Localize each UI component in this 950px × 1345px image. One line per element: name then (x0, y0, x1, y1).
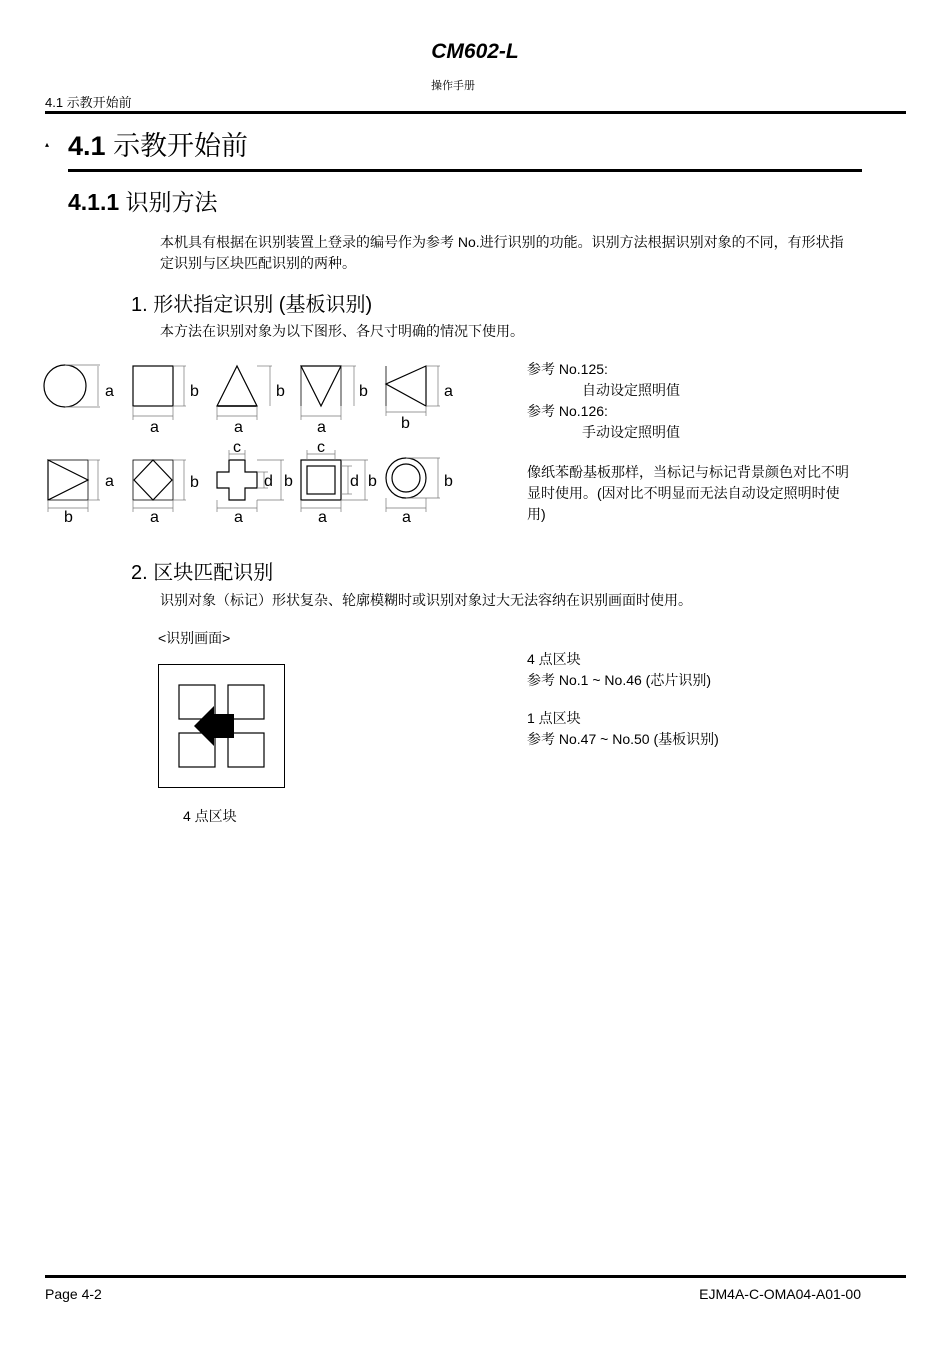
running-head: 4.1 示教开始前 (45, 95, 132, 110)
method1-heading: 1. 形状指定识别 (基板识别) (131, 294, 373, 316)
dim-label: b (401, 415, 410, 432)
margin-tick: ▴ (45, 140, 50, 149)
dim-label: a (234, 419, 243, 436)
shape-left-triangle (386, 366, 426, 406)
header-rule (45, 111, 906, 114)
reference-no126: 参考 No.126: (527, 403, 608, 419)
shape-diamond (134, 460, 172, 500)
dim-label: b (276, 383, 285, 400)
block-4pt-ref: 参考 No.1 ~ No.46 (芯片识别) (527, 672, 711, 688)
shape-diagrams (0, 350, 500, 530)
block-1pt-ref: 参考 No.47 ~ No.50 (基板识别) (527, 731, 719, 747)
dim-label: b (368, 473, 377, 490)
dim-label: a (105, 473, 114, 490)
reference-no125-desc: 自动设定照明值 (582, 382, 680, 398)
dim-label: b (284, 473, 293, 490)
dim-label: b (359, 383, 368, 400)
section-rule (68, 169, 862, 172)
document-title: CM602-L (431, 40, 519, 63)
dim-label: a (150, 509, 159, 526)
subsection-heading (68, 184, 218, 217)
screen-caption: 4 点区块 (183, 808, 237, 824)
shape-inverted-triangle (301, 366, 341, 406)
section-title: 示教开始前 (113, 131, 249, 161)
section-heading (68, 124, 248, 163)
block-1pt-title: 1 点区块 (527, 710, 581, 726)
dimension-labels (64, 383, 453, 526)
dim-label: d (264, 473, 273, 490)
reference-no125: 参考 No.125: (527, 361, 608, 377)
shape-right-triangle (48, 460, 88, 500)
recognition-screen-diagram (158, 664, 285, 788)
footer-rule (45, 1275, 906, 1278)
shape-cross (217, 460, 257, 500)
shape-square (133, 366, 173, 406)
method1-description: 本方法在识别对象为以下图形、各尺寸明确的情况下使用。 (160, 323, 524, 339)
reference-no126-desc: 手动设定照明值 (582, 424, 680, 440)
dim-label: b (190, 383, 199, 400)
dim-label: a (234, 509, 243, 526)
dim-label: c (233, 439, 241, 456)
dim-label: b (190, 474, 199, 491)
document-subtitle: 操作手册 (431, 80, 475, 92)
intro-paragraph: 本机具有根据在识别装置上登录的编号作为参考 No.进行识别的功能。识别方法根据识别对象的不同，有形状指定识别与区块匹配识别的两种。 (160, 234, 844, 271)
dim-label: a (402, 509, 411, 526)
spacer (527, 691, 719, 708)
method2-description: 识别对象（标记）形状复杂、轮廓模糊时或识别对象过大无法容纳在识别画面时使用。 (160, 592, 692, 608)
dim-label: d (350, 473, 359, 490)
section-number: 4.1 (68, 131, 106, 161)
method1-note: 像纸苯酚基板那样，当标记与标记背景颜色对比不明显时使用。(因对比不明显而无法自动设定照明时使用) (527, 464, 849, 522)
dim-label: b (64, 509, 73, 526)
block-4pt-title: 4 点区块 (527, 651, 581, 667)
block-reference-list (527, 649, 719, 750)
reference-list (527, 359, 680, 443)
subsection-number: 4.1.1 (68, 189, 120, 215)
dim-label: a (150, 419, 159, 436)
dim-label: b (444, 473, 453, 490)
page-number: Page 4-2 (45, 1286, 102, 1302)
shape-circle (44, 365, 86, 407)
dim-label: a (318, 509, 327, 526)
dim-label: a (317, 419, 326, 436)
dim-label: a (444, 383, 453, 400)
method2-heading: 2. 区块匹配识别 (131, 562, 274, 584)
document-code: EJM4A-C-OMA04-A01-00 (699, 1286, 861, 1302)
shape-triangle (217, 366, 257, 406)
screen-label: <识别画面> (158, 630, 231, 646)
dim-label: a (105, 383, 114, 400)
subsection-title: 识别方法 (125, 189, 218, 215)
dim-label: c (317, 439, 325, 456)
